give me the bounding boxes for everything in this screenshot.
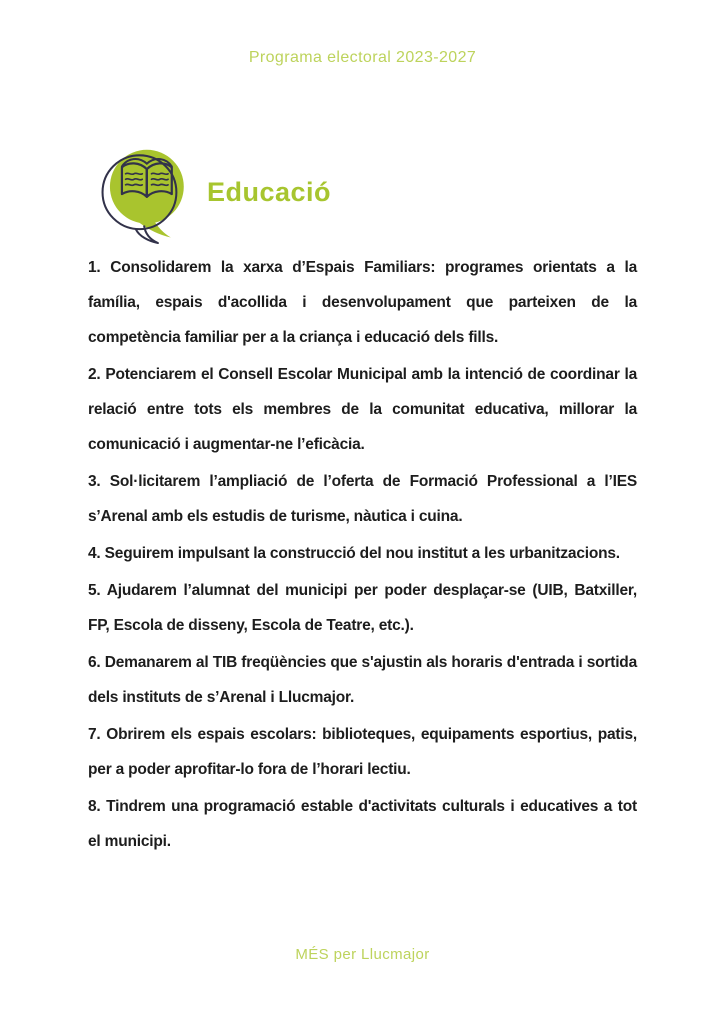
document-footer-text: MÉS per Llucmajor [295,946,430,963]
paragraph-2: 2. Potenciarem el Consell Escolar Municipal amb la intenció de coordinar la relació entre tots els membres de la comunitat educativa, millorar la comunicació i augmentar-ne l’eficàcia. [88,366,637,453]
section-title: Educació [207,176,332,207]
paragraph-3: 3. Sol·licitarem l’ampliació de l’oferta de Formació Professional a l’IES s’Arenal amb els estudis de turisme, nàutica i cuina. [88,473,637,525]
document-header-title: Programa electoral 2023-2027 [248,49,477,66]
paragraph-6: 6. Demanarem al TIB freqüències que s'ajustin als horaris d'entrada i sortida dels instituts de s’Arenal i Llucmajor. [88,654,637,706]
paragraph-8: 8. Tindrem una programació estable d'activitats culturals i educatives a tot el municipi. [88,798,637,850]
book-speech-bubble-icon [97,146,193,244]
paragraph-7: 7. Obrirem els espais escolars: biblioteques, equipaments esportius, patis, per a poder aprofitar-lo fora de l’horari lectiu. [88,726,637,778]
section-content [88,250,637,861]
section-header [97,146,331,244]
paragraph-4: 4. Seguirem impulsant la construcció del nou institut a les urbanitzacions. [88,545,620,562]
paragraph-5: 5. Ajudarem l’alumnat del municipi per poder desplaçar-se (UIB, Batxiller, FP, Escola de disseny, Escola de Teatre, etc.). [88,582,637,634]
paragraph-1: 1. Consolidarem la xarxa d’Espais Familiars: programes orientats a la família, espais d'acollida i desenvolupament que parteixen de la competència familiar per a la criança i educació dels fills. [88,259,637,346]
